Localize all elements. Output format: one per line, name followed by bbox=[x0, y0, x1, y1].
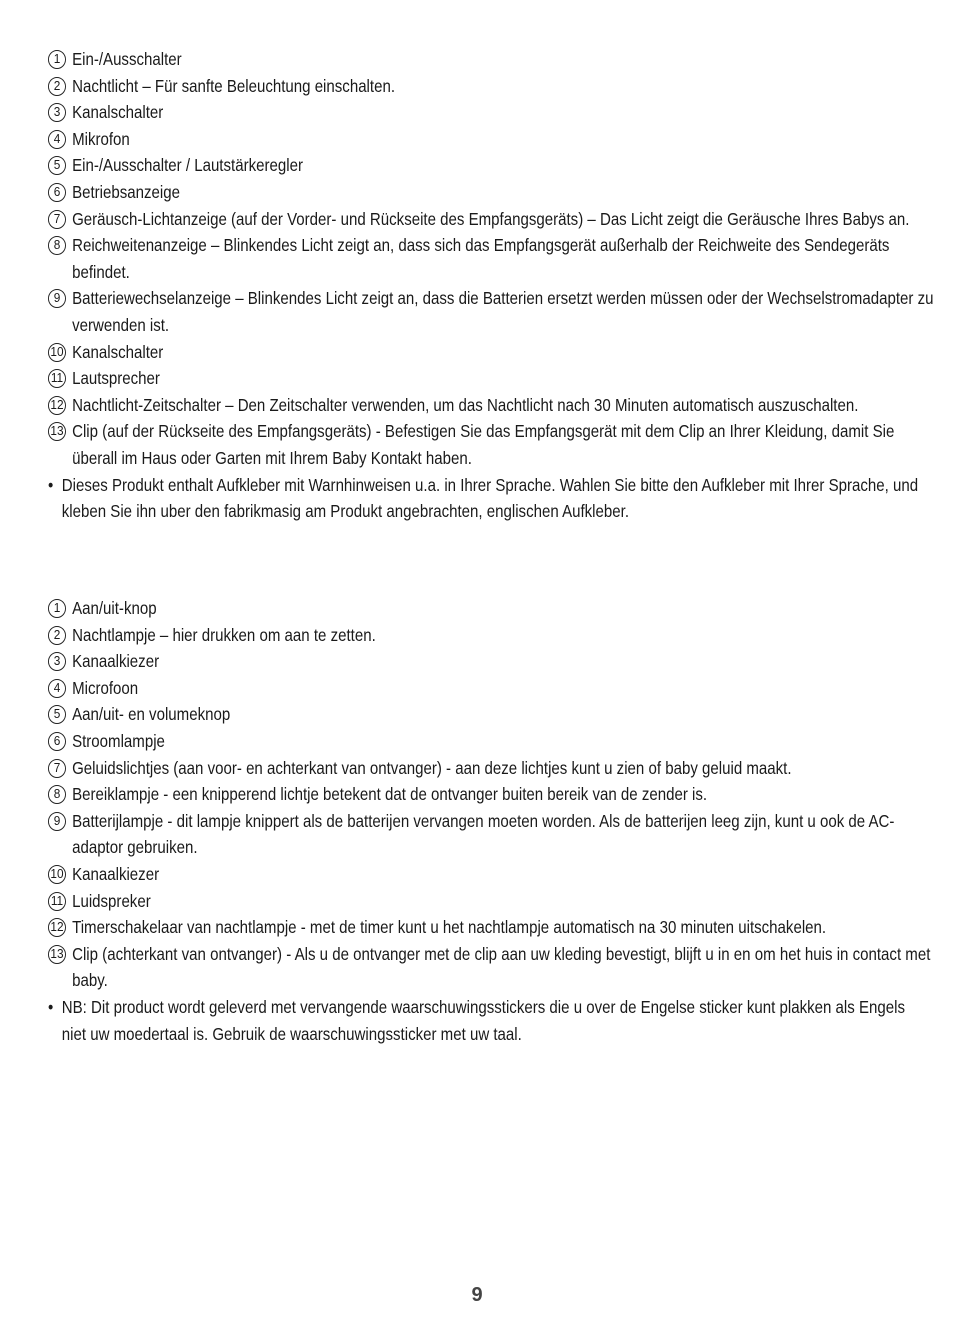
item-text: Clip (auf der Rückseite des Empfangsgeräts) - Befestigen Sie das Empfangsgerät mit dem Clip an Ihrer Kleidung, damit Sie überall im Haus oder Garten mit Ihrem Baby Kontakt haben. bbox=[72, 421, 895, 468]
item-text: Kanalschalter bbox=[72, 102, 164, 123]
list-item bbox=[48, 728, 941, 755]
number-badge: 2 bbox=[48, 77, 66, 96]
list-item bbox=[48, 126, 941, 153]
number-badge: 11 bbox=[48, 892, 66, 911]
list-item bbox=[48, 941, 941, 994]
item-text: Ein-/Ausschalter / Lautstärkeregler bbox=[72, 155, 303, 176]
number-badge: 13 bbox=[48, 945, 66, 964]
number-badge: 5 bbox=[48, 705, 66, 724]
item-text: Nachtlicht-Zeitschalter – Den Zeitschalter verwenden, um das Nachtlicht nach 30 Minuten automatisch auszuschalten. bbox=[72, 394, 859, 415]
number-badge: 11 bbox=[48, 369, 66, 388]
item-text: Nachtlampje – hier drukken om aan te zetten. bbox=[72, 624, 376, 645]
number-badge: 6 bbox=[48, 183, 66, 202]
number-badge: 7 bbox=[48, 759, 66, 778]
number-badge: 9 bbox=[48, 289, 66, 308]
page-number: 9 bbox=[471, 1284, 483, 1306]
list-item bbox=[48, 861, 941, 888]
item-text: Betriebsanzeige bbox=[72, 181, 181, 202]
sticker-note bbox=[48, 994, 930, 1047]
number-badge: 1 bbox=[48, 50, 66, 69]
bullet-icon: • bbox=[48, 996, 54, 1017]
list-item bbox=[48, 99, 941, 126]
item-text: Stroomlampje bbox=[72, 730, 165, 751]
list-item bbox=[48, 622, 941, 649]
number-badge: 6 bbox=[48, 732, 66, 751]
list-item bbox=[48, 285, 941, 338]
number-badge: 4 bbox=[48, 679, 66, 698]
list-item bbox=[48, 392, 941, 419]
item-text: Batterijlampje - dit lampje knippert als de batterijen vervangen moeten worden. Als de batterijen leeg zijn, kunt u ook de AC-adaptor gebruiken. bbox=[72, 810, 895, 858]
item-text: Reichweitenanzeige – Blinkendes Licht zeigt an, dass sich das Empfangsgerät außerhalb der Reichweite des Sendegeräts befindet. bbox=[72, 235, 890, 282]
number-badge: 2 bbox=[48, 626, 66, 645]
item-text: Mikrofon bbox=[72, 128, 130, 149]
german-section bbox=[48, 46, 934, 525]
note-text: Dieses Produkt enthalt Aufkleber mit Warnhinweisen u.a. in Ihrer Sprache. Wahlen Sie bitte den Aufkleber mit Ihrer Sprache, und kleben Sie ihn uber den fabrikmasig am Produkt angebrachten, englischen Aufkleber. bbox=[61, 474, 919, 522]
list-item bbox=[48, 232, 941, 285]
number-badge: 3 bbox=[48, 103, 66, 122]
list-item bbox=[48, 73, 941, 100]
item-text: Kanaalkiezer bbox=[72, 651, 160, 672]
number-badge: 7 bbox=[48, 210, 66, 229]
item-text: Geräusch-Lichtanzeige (auf der Vorder- und Rückseite des Empfangsgeräts) – Das Licht zeigt die Geräusche Ihres Babys an. bbox=[72, 208, 910, 229]
item-text: Timerschakelaar van nachtlampje - met de timer kunt u het nachtlampje automatisch na 30 minuten uitschakelen. bbox=[72, 917, 827, 938]
list-item bbox=[48, 365, 941, 392]
item-text: Microfoon bbox=[72, 677, 139, 698]
number-badge: 4 bbox=[48, 130, 66, 149]
dutch-section bbox=[48, 595, 931, 1047]
item-text: Nachtlicht – Für sanfte Beleuchtung einschalten. bbox=[72, 75, 396, 96]
item-text: Kanalschalter bbox=[72, 341, 164, 362]
item-text: Luidspreker bbox=[72, 890, 151, 911]
item-text: Clip (achterkant van ontvanger) - Als u de ontvanger met de clip aan uw kleding bevestigt, blijft u in en om het huis in contact met baby. bbox=[72, 943, 931, 991]
bullet-icon: • bbox=[48, 474, 54, 495]
item-text: Lautsprecher bbox=[72, 368, 160, 389]
list-item bbox=[48, 46, 941, 73]
item-text: Aan/uit-knop bbox=[72, 598, 157, 618]
item-text: Ein-/Ausschalter bbox=[72, 49, 182, 69]
list-item bbox=[48, 675, 941, 702]
list-item bbox=[48, 418, 941, 471]
item-text: Bereiklampje - een knipperend lichtje betekent dat de ontvanger buiten bereik van de zender is. bbox=[72, 784, 708, 805]
list-item bbox=[48, 206, 941, 233]
item-text: Batteriewechselanzeige – Blinkendes Licht zeigt an, dass die Batterien ersetzt werden müssen oder der Wechselstromadapter zu verwenden ist. bbox=[72, 288, 934, 335]
number-badge: 8 bbox=[48, 236, 66, 255]
number-badge: 1 bbox=[48, 599, 66, 618]
list-item bbox=[48, 179, 941, 206]
item-text: Aan/uit- en volumeknop bbox=[72, 704, 231, 725]
list-item bbox=[48, 152, 941, 179]
number-badge: 12 bbox=[48, 396, 66, 415]
number-badge: 10 bbox=[48, 343, 66, 362]
list-item bbox=[48, 755, 941, 782]
item-text: Kanaalkiezer bbox=[72, 863, 160, 884]
note-text: NB: Dit product wordt geleverd met vervangende waarschuwingsstickers die u over de Engelse sticker kunt plakken als Engels niet uw moedertaal is. Gebruik de waarschuwingssticker met uw taal. bbox=[61, 996, 905, 1044]
list-item bbox=[48, 339, 941, 366]
number-badge: 3 bbox=[48, 652, 66, 671]
number-badge: 5 bbox=[48, 156, 66, 175]
list-item bbox=[48, 648, 941, 675]
number-badge: 12 bbox=[48, 918, 66, 937]
list-item bbox=[48, 914, 941, 941]
list-item bbox=[48, 888, 941, 915]
sticker-note bbox=[48, 472, 930, 525]
number-badge: 9 bbox=[48, 812, 66, 831]
list-item bbox=[48, 781, 941, 808]
list-item bbox=[48, 808, 941, 861]
number-badge: 13 bbox=[48, 422, 66, 441]
item-text: Geluidslichtjes (aan voor- en achterkant van ontvanger) - aan deze lichtjes kunt u zien of baby geluid maakt. bbox=[72, 757, 792, 778]
list-item bbox=[48, 701, 941, 728]
number-badge: 10 bbox=[48, 865, 66, 884]
number-badge: 8 bbox=[48, 785, 66, 804]
list-item bbox=[48, 595, 941, 622]
